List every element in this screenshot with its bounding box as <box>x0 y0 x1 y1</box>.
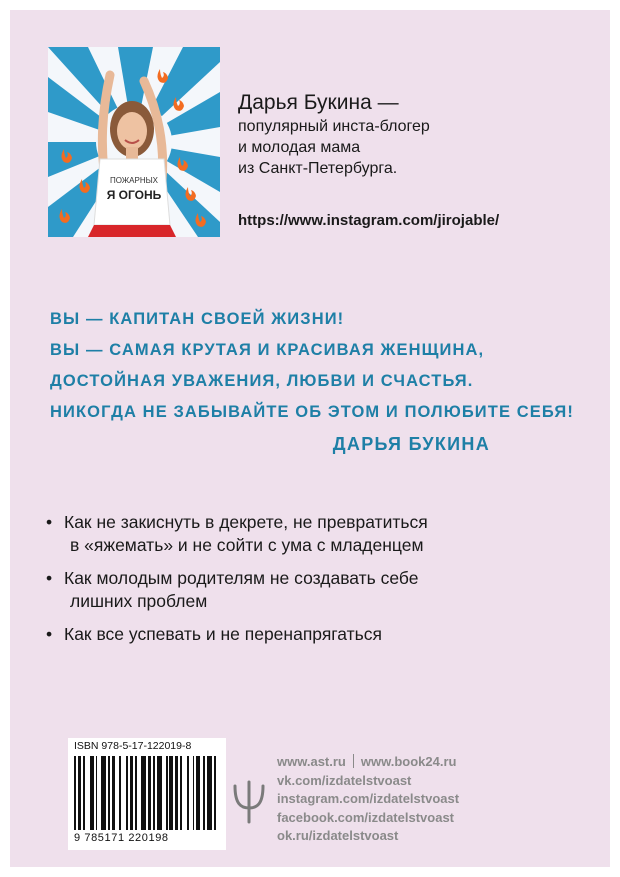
quote-line: ДОСТОЙНАЯ УВАЖЕНИЯ, ЛЮБВИ И СЧАСТЬЯ. <box>50 372 474 390</box>
link-vk[interactable]: vk.com/izdatelstvoast <box>277 772 412 788</box>
list-item <box>42 623 582 646</box>
author-description <box>238 116 430 179</box>
author-photo <box>48 47 220 237</box>
list-item-line: Как молодым родителям не создавать себе <box>64 568 419 588</box>
quote-block <box>50 304 574 455</box>
quote-signature: ДАРЬЯ БУКИНА <box>332 434 490 454</box>
list-item <box>42 511 582 557</box>
back-cover <box>10 10 610 867</box>
author-description-line: и молодая мама <box>238 139 361 156</box>
author-description-line: популярный инста-блогер <box>238 118 430 135</box>
barcode-bars <box>74 756 220 830</box>
link-instagram[interactable]: instagram.com/izdatelstvoast <box>277 791 460 806</box>
link-site-ast[interactable]: www.ast.ru <box>277 754 346 769</box>
list-item <box>42 567 582 613</box>
isbn-barcode <box>68 738 226 850</box>
list-item-line: Как не закиснуть в декрете, не превратиться <box>64 512 428 532</box>
link-facebook[interactable]: facebook.com/izdatelstvoast <box>277 809 454 825</box>
bullet-list <box>42 511 582 656</box>
quote-line: ВЫ — КАПИТАН СВОЕЙ ЖИЗНИ! <box>50 310 345 328</box>
list-item-line: Как все успевать и не перенапрягаться <box>64 624 383 644</box>
barcode-stripe <box>216 756 220 830</box>
shirt-text-line2: Я ОГОНЬ <box>106 188 162 202</box>
publisher-links <box>277 753 459 846</box>
bullet-icon: • <box>46 512 53 532</box>
shirt-text-line1: ПОЖАРНЫХ <box>109 176 159 185</box>
barcode-digits: 9 785171 220198 <box>74 832 169 844</box>
isbn-number: ISBN 978-5-17-122019-8 <box>74 740 192 752</box>
quote-line: НИКОГДА НЕ ЗАБЫВАЙТЕ ОБ ЭТОМ И ПОЛЮБИТЕ СЕБЯ! <box>50 403 574 421</box>
list-item-line: в «яжемать» и не сойти с ума с младенцем <box>70 535 424 555</box>
bullet-icon: • <box>46 624 53 644</box>
list-item-line: лишних проблем <box>70 591 208 611</box>
link-site-book24[interactable]: www.book24.ru <box>360 754 457 769</box>
bullet-icon: • <box>46 568 53 588</box>
author-bio <box>238 90 430 179</box>
psi-publisher-logo-icon <box>229 778 269 824</box>
quote-line: ВЫ — САМАЯ КРУТАЯ И КРАСИВАЯ ЖЕНЩИНА, <box>50 341 485 359</box>
author-photo-illustration <box>48 47 220 237</box>
author-description-line: из Санкт-Петербурга. <box>238 160 398 177</box>
author-name: Дарья Букина — <box>238 91 399 114</box>
author-instagram-link[interactable]: https://www.instagram.com/jirojable/ <box>238 212 500 229</box>
link-separator <box>353 754 354 768</box>
link-ok[interactable]: ok.ru/izdatelstvoast <box>277 828 399 843</box>
